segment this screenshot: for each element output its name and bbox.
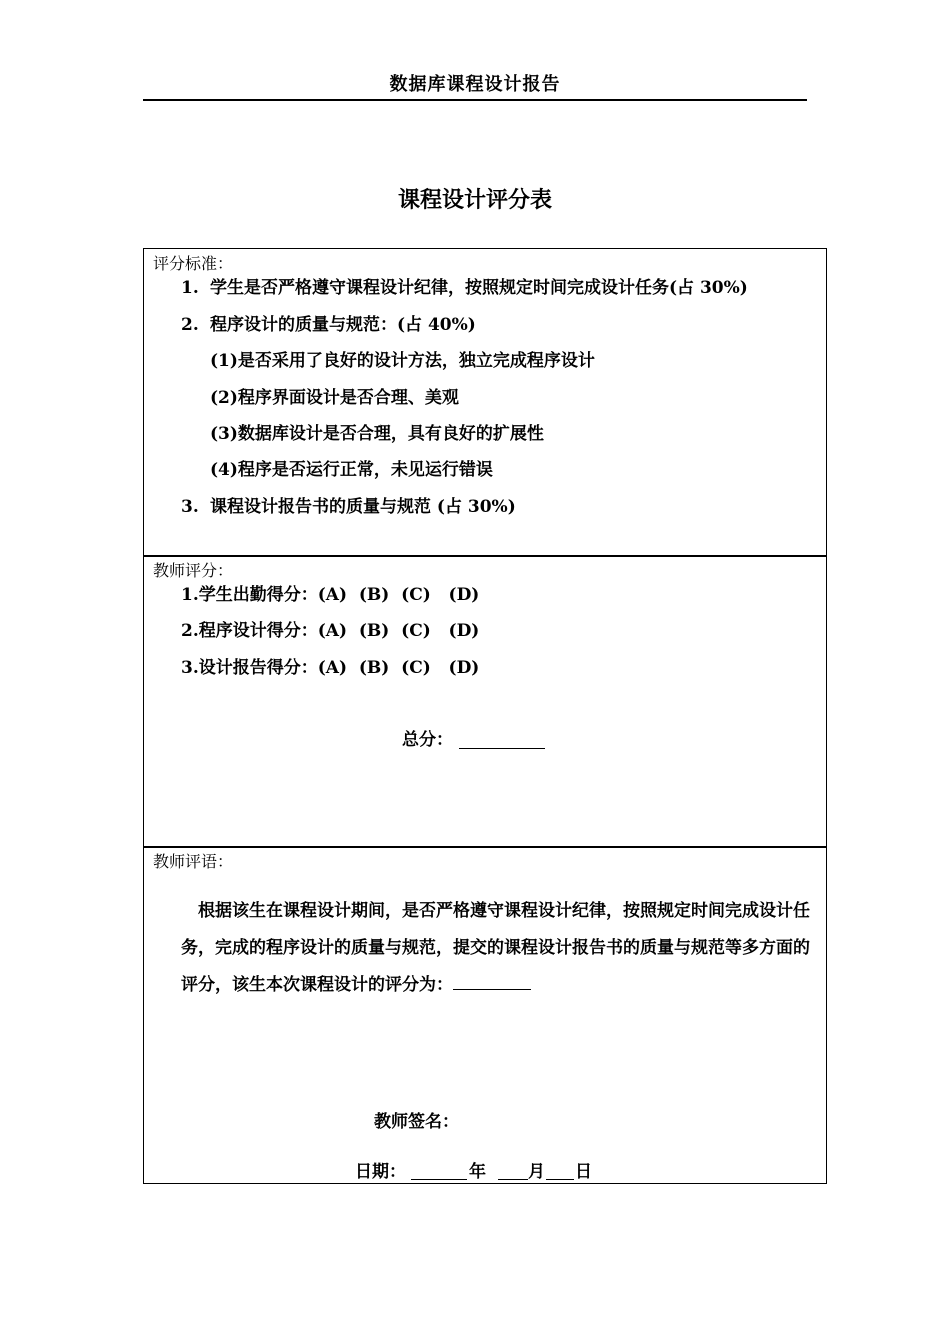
- form-title: 课程设计评分表: [397, 187, 552, 213]
- comments-section: [143, 846, 827, 1184]
- score-line-report: 3.设计报告得分：(A) (B) (C) (D): [181, 658, 480, 678]
- day-label: 日: [575, 1162, 592, 1182]
- date-label: 日期：: [355, 1162, 406, 1182]
- signature-label: 教师签名：: [374, 1112, 459, 1132]
- criteria-item-2-text: 程序设计的质量与规范：(占 40%): [210, 315, 476, 335]
- comments-paragraph: [181, 893, 821, 1004]
- year-label: 年: [469, 1162, 486, 1182]
- total-score-label: 总分：: [402, 730, 453, 750]
- score-line-attendance: 1.学生出勤得分：(A) (B) (C) (D): [181, 585, 480, 605]
- month-label: 月: [528, 1162, 545, 1182]
- criteria-item-1-number: 1.: [181, 278, 199, 298]
- page-header: 数据库课程设计报告: [143, 72, 807, 101]
- criteria-item-3-text: 课程设计报告书的质量与规范 (占 30%): [210, 497, 516, 517]
- criteria-item-3-number: 3.: [181, 497, 199, 517]
- criteria-sub-2: (2)程序界面设计是否合理、美观: [210, 388, 459, 408]
- year-blank[interactable]: [411, 1163, 467, 1180]
- criteria-sub-3: (3)数据库设计是否合理，具有良好的扩展性: [210, 424, 544, 444]
- comments-heading: 教师评语：: [153, 852, 234, 871]
- comments-paragraph-text: 根据该生在课程设计期间，是否严格遵守课程设计纪律，按照规定时间完成设计任务，完成的程序设计的质量与规范，提交的课程设计报告书的质量与规范等多方面的评分，该生本次课程设计的评分为：: [181, 901, 810, 995]
- criteria-section: [143, 248, 827, 557]
- score-line-program: 2.程序设计得分：(A) (B) (C) (D): [181, 621, 480, 641]
- criteria-item-2-number: 2.: [181, 315, 199, 335]
- day-blank[interactable]: [546, 1163, 574, 1180]
- criteria-sub-4: (4)程序是否运行正常，未见运行错误: [210, 460, 493, 480]
- criteria-item-1-text: 学生是否严格遵守课程设计纪律，按照规定时间完成设计任务(占 30%): [210, 278, 748, 298]
- criteria-heading: 评分标准：: [153, 254, 234, 273]
- grade-blank[interactable]: [453, 971, 531, 990]
- scoring-heading: 教师评分：: [153, 561, 234, 580]
- scoring-section: [143, 555, 827, 848]
- month-blank[interactable]: [498, 1163, 528, 1180]
- total-score-blank[interactable]: [459, 732, 545, 749]
- criteria-sub-1: (1)是否采用了良好的设计方法，独立完成程序设计: [210, 351, 595, 371]
